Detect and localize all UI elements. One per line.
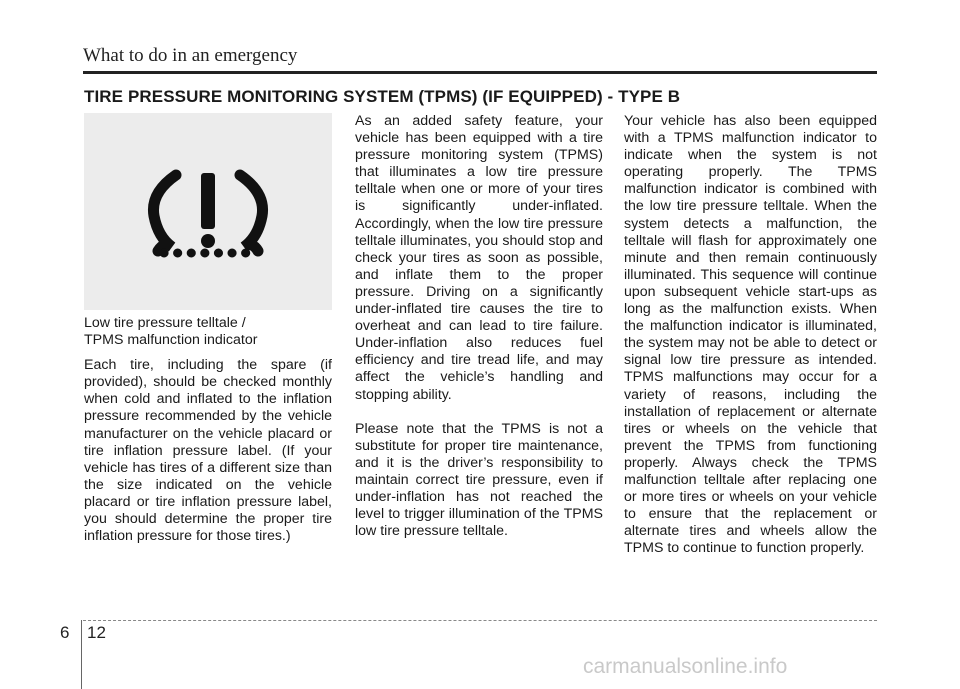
section-title: TIRE PRESSURE MONITORING SYSTEM (TPMS) (IF EQUIPPED) - TYPE B <box>84 87 681 106</box>
paragraph-not-substitute: Please note that the TPMS is not a substitute for proper tire maintenance, and it is the driver’s responsibility to maintain correct tire pressure, even if under-inflation has not reached the level to trigger illumination of the TPMS low tire pressure telltale. <box>355 420 603 540</box>
chapter-number: 6 <box>60 623 70 642</box>
running-header: What to do in an emergency <box>83 45 298 66</box>
figure-caption: Low tire pressure telltale / TPMS malfunction indicator <box>84 315 258 349</box>
paragraph-spare-tire: Each tire, including the spare (if provided), should be checked monthly when cold and inflated to the inflation pressure recommended by the vehicle manufacturer on the vehicle placard or tire inflation pressure label. (If your vehicle has tires of a different size than the size indicated on the vehicle placard or tire inflation pressure label, you should determine the proper tire inflation pressure for those tires.) <box>84 357 332 545</box>
footer-rule <box>83 620 877 621</box>
paragraph-malfunction-indicator: Your vehicle has also been equipped with a TPMS malfunction indicator to indicate when the system is not operating properly. The TPMS malfunction indicator is combined with the low tire pressure telltale. When the system detects a malfunction, the telltale will flash for approximately one minute and then remain continuously illuminated. This sequence will continue upon subsequent vehicle start-ups as long as the malfunction exists. When the malfunction indicator is illuminated, the system may not be able to detect or signal low tire pressure as intended. TPMS malfunctions may occur for a variety of reasons, including the installation of replacement or alternate tires or wheels on the vehicle that prevent the TPMS from functioning properly. Always check the TPMS malfunction telltale after replacing one or more tires or wheels on your vehicle to ensure that the replacement or alternate tires and wheels allow the TPMS to continue to function properly. <box>624 113 877 557</box>
column-right <box>624 113 877 557</box>
column-left <box>84 315 332 545</box>
tpms-low-pressure-telltale-icon <box>84 113 332 310</box>
header-rule <box>83 71 877 74</box>
paragraph-safety-feature: As an added safety feature, your vehicle has been equipped with a tire pressure monitoring system (TPMS) that illuminates a low tire pressure telltale when one or more of your tires is significantly under-inflated. Accordingly, when the low tire pressure telltale illuminates, you should stop and check your tires as soon as possible, and inflate them to the proper pressure. Driving on a significantly under-inflated tire causes the tire to overheat and can lead to tire failure. Under-inflation also reduces fuel efficiency and tire tread life, and may affect the vehicle’s handling and stopping ability. <box>355 113 603 403</box>
column-middle <box>355 113 603 540</box>
watermark: carmanualsonline.info <box>583 655 788 678</box>
page-number: 12 <box>87 623 106 642</box>
figure-box <box>84 113 332 310</box>
page-number-divider <box>81 620 82 689</box>
